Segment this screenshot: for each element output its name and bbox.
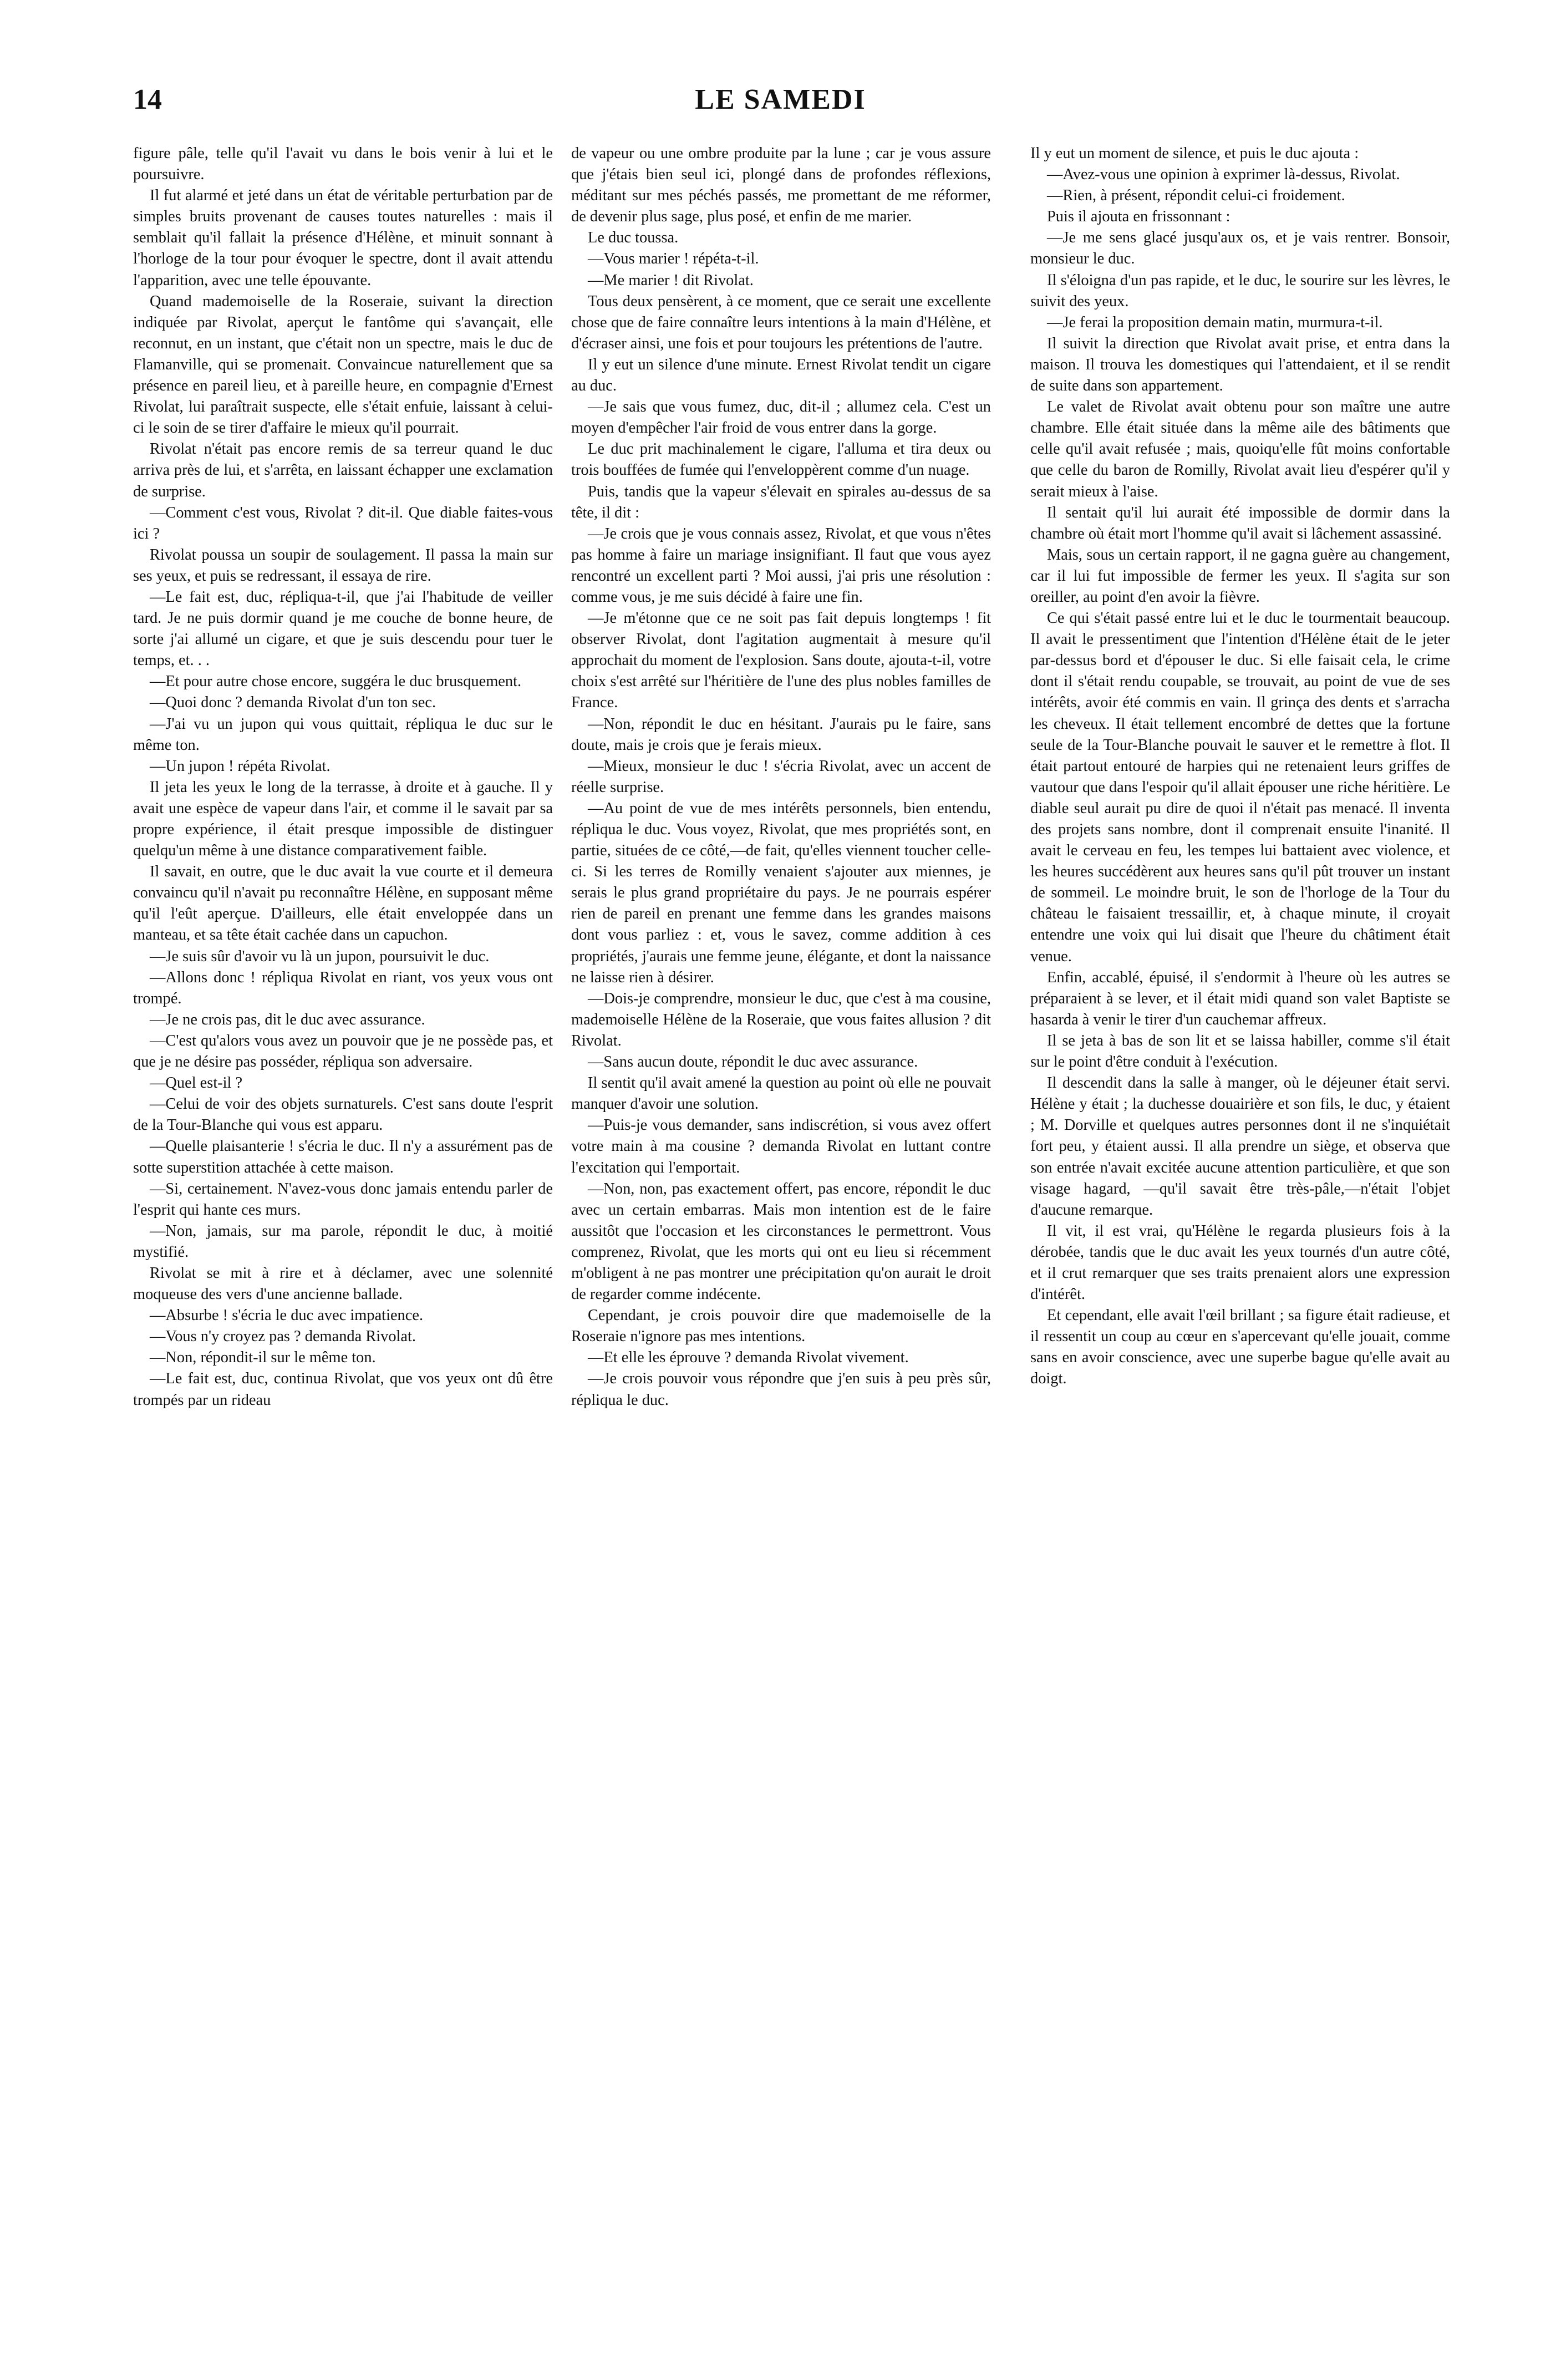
paragraph: —Je sais que vous fumez, duc, dit-il ; allumez cela. C'est un moyen d'empêcher l'air froid de vous entrer dans la gorge. [571, 398, 991, 437]
paragraph: Enfin, accablé, épuisé, il s'endormit à l'heure où les autres se préparaient à se lever, et il était midi quand son valet Baptiste se hasarda à venir le tirer d'un cauchemar affreux. [1030, 968, 1450, 1028]
paragraph: Il y eut un silence d'une minute. Ernest Rivolat tendit un cigare au duc. [571, 356, 991, 395]
paragraph: —Je crois que je vous connais assez, Rivolat, et que vous n'êtes pas homme à faire un mariage insignifiant. Il faut que vous ayez rencontré un excellent parti ? Moi aussi, j'ai pris une résolution : comme vous, je me suis décidé à faire une fin. [571, 525, 991, 606]
paragraph: —C'est qu'alors vous avez un pouvoir que je ne possède pas, et que je ne désire pas posséder, répliqua son adversaire. [133, 1032, 553, 1071]
paragraph: —Allons donc ! répliqua Rivolat en riant, vos yeux vous ont trompé. [133, 968, 553, 1007]
paragraph: Il sentait qu'il lui aurait été impossible de dormir dans la chambre où était mort l'homme qu'il avait si lâchement assassiné. [1030, 504, 1450, 542]
paragraph: —Je m'étonne que ce ne soit pas fait depuis longtemps ! fit observer Rivolat, dont l'agitation augmentait à mesure qu'il approchait du moment de l'explosion. Sans doute, ajouta-t-il, votre choix s'est arrêté sur l'héritière de l'une des plus nobles familles de France. [571, 610, 991, 712]
paragraph: Rivolat se mit à rire et à déclamer, avec une solennité moqueuse des vers d'une ancienne ballade. [133, 1264, 553, 1303]
paragraph: —Non, répondit-il sur le même ton. [150, 1349, 376, 1367]
paragraph: —Je ne crois pas, dit le duc avec assurance. [150, 1011, 425, 1028]
paragraph: —Je me sens glacé jusqu'aux os, et je vais rentrer. Bonsoir, monsieur le duc. [1030, 229, 1450, 268]
paragraph: —Et elle les éprouve ? demanda Rivolat vivement. [588, 1349, 909, 1367]
paragraph: —Quoi donc ? demanda Rivolat d'un ton sec. [150, 694, 436, 712]
paragraph: —Je suis sûr d'avoir vu là un jupon, poursuivit le duc. [150, 947, 490, 965]
paragraph: —Quelle plaisanterie ! s'écria le duc. Il n'y a assurément pas de sotte superstition attachée à cette maison. [133, 1138, 553, 1176]
paragraph: Mais, sous un certain rapport, il ne gagna guère au changement, car il lui fut impossible de fermer les yeux. Il s'agita sur son oreiller, au point d'en avoir la fièvre. [1030, 546, 1450, 606]
paragraph: Le duc toussa. [588, 229, 679, 247]
paragraph: de vapeur ou une ombre produite par la lune ; car je vous assure que j'étais bien seul ici, plongé dans de profondes réflexions, méditant sur mes péchés passés, me promettant de me réformer, de devenir plus sage, plus posé, et enfin de me marier. [571, 145, 991, 226]
paragraph: —Si, certainement. N'avez-vous donc jamais entendu parler de l'esprit qui hante ces murs. [133, 1180, 553, 1219]
paragraph: Et cependant, elle avait l'œil brillant ; sa figure était radieuse, et il ressentit un coup au cœur en s'apercevant qu'elle jouait, comme sans en avoir conscience, avec une superbe bague qu'elle avait au doigt. [1030, 1307, 1450, 1388]
paragraph: —Rien, à présent, répondit celui-ci froidement. [1047, 187, 1345, 205]
paragraph: —Je ferai la proposition demain matin, murmura-t-il. [1047, 313, 1383, 331]
paragraph: —Vous n'y croyez pas ? demanda Rivolat. [150, 1328, 416, 1346]
page-number: 14 [133, 84, 162, 115]
paragraph: —Comment c'est vous, Rivolat ? dit-il. Que diable faites-vous ici ? [133, 504, 553, 542]
page-title: LE SAMEDI [695, 84, 866, 115]
paragraph: —Un jupon ! répéta Rivolat. [150, 757, 330, 775]
paragraph: Cependant, je crois pouvoir dire que mademoiselle de la Roseraie n'ignore pas mes intentions. [571, 1307, 991, 1346]
paragraph: Puis, tandis que la vapeur s'élevait en spirales au-dessus de sa tête, il dit : [571, 483, 991, 521]
paragraph: Il jeta les yeux le long de la terrasse, à droite et à gauche. Il y avait une espèce de vapeur dans l'air, et comme il le savait par sa propre expérience, il était presque impossible de distinguer quelqu'un même à une distance comparativement faible. [133, 778, 553, 860]
text-column-1 [133, 143, 553, 1411]
paragraph: figure pâle, telle qu'il l'avait vu dans le bois venir à lui et le poursuivre. [133, 145, 553, 184]
paragraph: —Absurbe ! s'écria le duc avec impatience. [150, 1307, 424, 1325]
paragraph: —Je crois pouvoir vous répondre que j'en suis à peu près sûr, répliqua le duc. [571, 1370, 991, 1409]
paragraph: Il savait, en outre, que le duc avait la vue courte et il demeura convaincu qu'il n'avait pu reconnaître Hélène, en supposant même qu'il l'eût aperçue. D'ailleurs, elle était enveloppée dans un manteau, et sa tête était cachée dans un capuchon. [133, 863, 553, 944]
paragraph: —J'ai vu un jupon qui vous quittait, répliqua le duc sur le même ton. [133, 715, 553, 754]
paragraph: Il y eut un moment de silence, et puis le duc ajouta : [1030, 145, 1359, 162]
paragraph: Tous deux pensèrent, à ce moment, que ce serait une excellente chose que de faire connaître leurs intentions à la main d'Hélène, et d'écraser ainsi, une fois et pour toujours les prétentions de l'autre. [571, 292, 991, 352]
paragraph: —Vous marier ! répéta-t-il. [588, 250, 759, 268]
paragraph: Il se jeta à bas de son lit et se laissa habiller, comme s'il était sur le point d'être conduit à l'exécution. [1030, 1032, 1450, 1071]
paragraph: Le duc prit machinalement le cigare, l'alluma et tira deux ou trois bouffées de fumée qui l'enveloppèrent comme d'un nuage. [571, 440, 991, 479]
paragraph: Puis il ajouta en frissonnant : [1047, 208, 1231, 226]
text-column-3 [1030, 143, 1450, 1390]
paragraph: —Sans aucun doute, répondit le duc avec assurance. [588, 1053, 918, 1071]
paragraph: —Et pour autre chose encore, suggéra le duc brusquement. [150, 673, 522, 691]
paragraph: —Non, non, pas exactement offert, pas encore, répondit le duc avec un certain embarras. Mais mon intention est de le faire aussitôt que l'occasion et les circonstances le permettront. Vous comprenez, Rivolat, que les morts qui ont eu lieu si récemment m'obligent à ne pas montrer une précipitation qu'on aurait le droit de regarder comme indécente. [571, 1180, 991, 1303]
paragraph: —Avez-vous une opinion à exprimer là-dessus, Rivolat. [1047, 166, 1400, 184]
paragraph: Il suivit la direction que Rivolat avait prise, et entra dans la maison. Il trouva les domestiques qui l'attendaient, et il se rendit de suite dans son appartement. [1030, 334, 1450, 395]
paragraph: Le valet de Rivolat avait obtenu pour son maître une autre chambre. Elle était située dans la même aile des bâtiments que celle qu'il avait refusée ; mais, quoiqu'elle fût moins confortable que celle du baron de Romilly, Rivolat avait lieu d'espérer qu'il y serait mieux à l'aise. [1030, 398, 1450, 500]
paragraph: —Au point de vue de mes intérêts personnels, bien entendu, répliqua le duc. Vous voyez, Rivolat, que mes propriétés sont, en partie, situées de ce côté,—de fait, qu'elles viennent toucher celle-ci. Si les terres de Romilly venaient s'ajouter aux miennes, je serais le plus grand propriétaire du pays. Je ne pourrais espérer rien de pareil en prenant une femme dans les grandes maisons dont vous parliez : et, vous le savez, comme addition à ces propriétés, j'aurais une femme jeune, élégante, et dont la naissance ne laisse rien à désirer. [571, 799, 991, 986]
paragraph: —Me marier ! dit Rivolat. [588, 271, 754, 289]
paragraph: —Puis-je vous demander, sans indiscrétion, si vous avez offert votre main à ma cousine ? demanda Rivolat en luttant contre l'excitation qui l'emportait. [571, 1117, 991, 1176]
paragraph: —Mieux, monsieur le duc ! s'écria Rivolat, avec un accent de réelle surprise. [571, 757, 991, 796]
paragraph: —Le fait est, duc, répliqua-t-il, que j'ai l'habitude de veiller tard. Je ne puis dormir quand je me couche de bonne heure, de sorte j'ai allumé un cigare, et que je suis descendu pour tuer le temps, et. . . [133, 588, 553, 669]
text-column-2 [571, 143, 991, 1411]
paragraph: —Non, répondit le duc en hésitant. J'aurais pu le faire, sans doute, mais je crois que je ferais mieux. [571, 715, 991, 754]
paragraph: Il vit, il est vrai, qu'Hélène le regarda plusieurs fois à la dérobée, tandis que le duc avait les yeux tournés d'un autre côté, et il crut remarquer que ses traits prenaient alors une expression d'intérêt. [1030, 1222, 1450, 1303]
paragraph: —Celui de voir des objets surnaturels. C'est sans doute l'esprit de la Tour-Blanche qui vous est apparu. [133, 1095, 553, 1134]
paragraph: Quand mademoiselle de la Roseraie, suivant la direction indiquée par Rivolat, aperçut le fantôme qui s'avançait, elle reconnut, en un instant, que c'était non un spectre, mais le duc de Flamanville, qui se promenait. Convaincue naturellement que sa présence en pareil lieu, et à pareille heure, en compagnie d'Ernest Rivolat, lui paraîtrait suspecte, elle s'était enfuie, laissant à celui-ci le soin de se tirer d'affaire le mieux qu'il pourrait. [133, 292, 553, 437]
paragraph: —Dois-je comprendre, monsieur le duc, que c'est à ma cousine, mademoiselle Hélène de la Roseraie, que vous faites allusion ? dit Rivolat. [571, 989, 991, 1049]
paragraph: Ce qui s'était passé entre lui et le duc le tourmentait beaucoup. Il avait le pressentiment que l'intention d'Hélène était de le jeter par-dessus bord et d'épouser le duc. Si elle faisait cela, le crime dont il s'était rendu coupable, se trouvait, au point de vue de ses intérêts, avoir été commis en vain. Il grinça des dents et s'arracha les cheveux. Il était tellement encombré de dettes que la fortune seule de la Tour-Blanche pouvait le sauver et le remettre à flot. Il était partout entouré de harpies qui ne retenaient leurs griffes de vautour que dans l'espoir qu'il allait épouser une riche héritière. Le diable seul aurait pu dire de quoi il n'était pas menacé. Il inventa des projets sans nombre, dont il comprenait ensuite l'inanité. Il avait le cerveau en feu, les tempes lui battaient avec violence, et les heures succédèrent aux heures sans qu'il pût trouver un instant de sommeil. Le moindre bruit, le son de l'horloge de la Tour du château le faisaient tressaillir, et, à chaque minute, il croyait entendre une voix qui lui disait que l'heure du châtiment était venue. [1030, 610, 1450, 965]
paragraph: Rivolat poussa un soupir de soulagement. Il passa la main sur ses yeux, et puis se redressant, il essaya de rire. [133, 546, 553, 585]
paragraph: —Quel est-il ? [150, 1074, 243, 1092]
paragraph: Rivolat n'était pas encore remis de sa terreur quand le duc arriva près de lui, et s'arrêta, en laissant échapper une exclamation de surprise. [133, 440, 553, 500]
paragraph: —Le fait est, duc, continua Rivolat, que vos yeux ont dû être trompés par un rideau [133, 1370, 553, 1409]
paragraph: Il fut alarmé et jeté dans un état de véritable perturbation par de simples bruits provenant de causes toutes naturelles : mais il semblait qu'il fallait la présence d'Hélène, et minuit sonnant à l'horloge de la tour pour évoquer le spectre, dont il avait attendu l'apparition, avec une telle épouvante. [133, 187, 553, 289]
paragraph: Il descendit dans la salle à manger, où le déjeuner était servi. Hélène y était ; la duchesse douairière et son fils, le duc, y étaient ; M. Dorville et quelques autres personnes dont il ne s'inquiétait fort peu, y étaient aussi. Il alla prendre un siège, et observa que son entrée n'avait excitée aucune attention particulière, et que son visage hagard, —qu'il savait être très-pâle,—n'était l'objet d'aucune remarque. [1030, 1074, 1450, 1219]
paragraph: Il s'éloigna d'un pas rapide, et le duc, le sourire sur les lèvres, le suivit des yeux. [1030, 271, 1450, 310]
paragraph: Il sentit qu'il avait amené la question au point où elle ne pouvait manquer d'avoir une solution. [571, 1074, 991, 1113]
paragraph: —Non, jamais, sur ma parole, répondit le duc, à moitié mystifié. [133, 1222, 553, 1261]
